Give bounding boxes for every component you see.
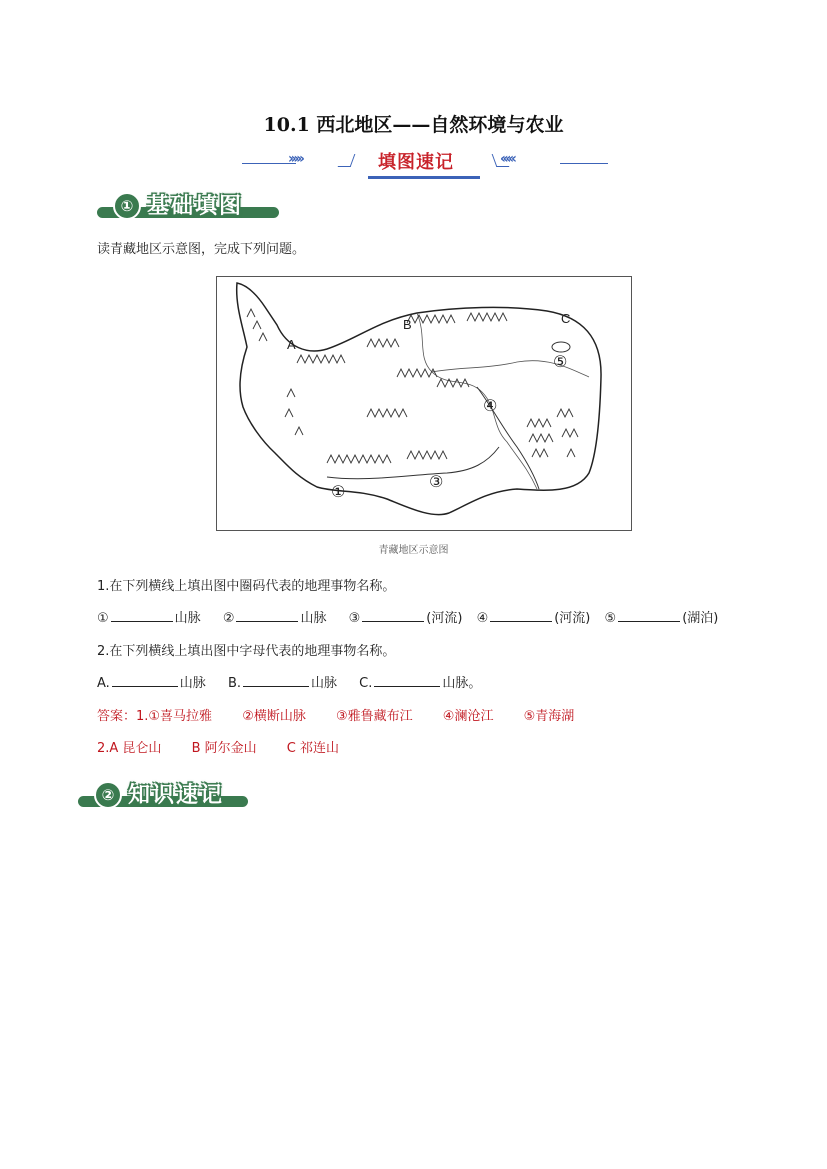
banner-title: 填图速记 [378,152,454,173]
q2-suffix-b: 山脉 [311,676,338,691]
q2-blank-c[interactable] [374,674,440,687]
intro-text: 读青藏地区示意图，完成下列问题。 [97,242,306,257]
answer-1-3: ③雅鲁藏布江 [336,709,413,724]
q1-suffix-4: (河流) [554,611,591,626]
answer-2-2: B 阿尔金山 [191,741,257,756]
answer-1-2: ②横断山脉 [242,709,306,724]
section-title: 知识速记 [128,783,225,808]
answer-1-4: ④澜沧江 [442,709,494,724]
map-marker-1: ① [331,482,346,501]
answer-1-1: 答案：1.①喜马拉雅 [97,709,213,724]
q1-num-2: ② [222,611,235,626]
map-marker-5: ⑤ [553,352,568,371]
q1-blank-3[interactable] [362,609,424,622]
map-illustration [217,277,631,530]
section-number: ① [113,192,141,220]
answer-2-1: 2.A 昆仑山 [97,741,162,756]
section-title: 基础填图 [147,194,244,219]
q1-suffix-1: 山脉 [174,611,201,626]
answer-line-1 [97,705,574,724]
province-line [417,313,537,489]
q1-blanks [97,607,718,626]
banner-tick-left [338,154,356,167]
q2-blanks [97,672,481,691]
map-marker-4: ④ [483,396,498,415]
q1-blank-2[interactable] [236,609,298,622]
banner-arrows-left: ››››› [288,151,302,167]
map-marker-3: ③ [429,472,444,491]
q1-suffix-2: 山脉 [300,611,327,626]
q2-blank-b[interactable] [243,674,309,687]
q1-prompt: 1.在下列横线上填出图中圈码代表的地理事物名称。 [97,579,396,594]
q2-prompt: 2.在下列横线上填出图中字母代表的地理事物名称。 [97,644,396,659]
map-letter-c: C [561,311,571,326]
q1-suffix-5: (湖泊) [682,611,719,626]
banner-underline [368,176,480,179]
q2-label-a: A. [97,676,110,691]
lake-symbol [552,342,570,352]
answer-1-5: ⑤青海湖 [523,709,575,724]
page-title: 10.1 西北地区——自然环境与农业 [263,114,564,136]
map-caption: 青藏地区示意图 [378,545,449,556]
q2-suffix-a: 山脉 [179,676,206,691]
section-heading-basic [97,192,279,222]
q1-blank-5[interactable] [618,609,680,622]
answer-2-3: C 祁连山 [286,741,339,756]
banner-line-right [560,163,608,164]
q1-num-5: ⑤ [604,611,617,626]
answer-line-2 [97,737,339,756]
q1-num-4: ④ [476,611,489,626]
map-letter-b: B [403,317,412,332]
q2-suffix-c: 山脉。 [442,676,482,691]
q2-label-c: C. [359,676,373,691]
q2-blank-a[interactable] [112,674,178,687]
section-heading-knowledge [78,781,248,811]
mountain-symbols [247,309,578,463]
q1-num-1: ① [97,611,109,626]
river-yarlung [327,447,499,479]
section-banner [238,146,610,180]
q1-blank-1[interactable] [111,609,173,622]
banner-arrows-right: ‹‹‹‹‹ [500,151,514,167]
section-number: ② [94,781,122,809]
q1-num-3: ③ [348,611,361,626]
q1-blank-4[interactable] [490,609,552,622]
qinghai-tibet-map [216,276,632,531]
q1-suffix-3: (河流) [426,611,463,626]
q2-label-b: B. [227,676,242,691]
map-letter-a: A [287,337,296,352]
